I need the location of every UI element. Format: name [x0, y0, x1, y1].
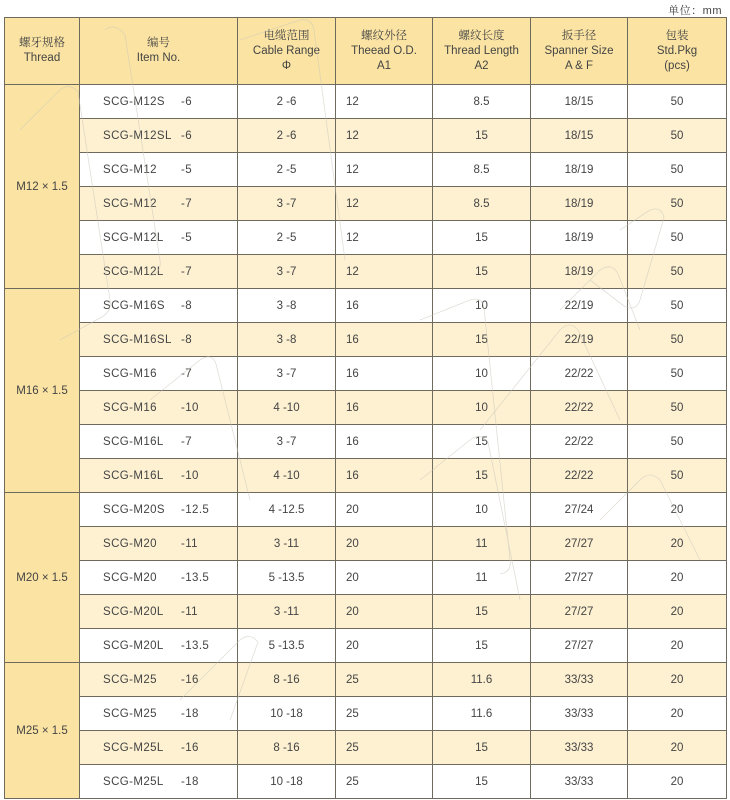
item-code: SCG-M20: [103, 537, 157, 550]
thread-length-cell: 15: [433, 459, 531, 493]
thread-spec-cell: M25 × 1.5: [5, 663, 80, 799]
spanner-size-cell: 18/19: [531, 187, 628, 221]
item-code: SCG-M20L: [103, 605, 164, 618]
spanner-size-cell: 22/22: [531, 425, 628, 459]
std-pkg-cell: 50: [628, 289, 727, 323]
thread-length-cell: 8.5: [433, 153, 531, 187]
spanner-size-cell: 18/19: [531, 255, 628, 289]
spanner-size-cell: 27/27: [531, 595, 628, 629]
item-code: SCG-M20: [103, 571, 157, 584]
table-row: [5, 663, 727, 697]
item-code: SCG-M12L: [103, 265, 164, 278]
item-no-cell: [80, 697, 238, 731]
header-thread-length: 螺纹长度 Thread Length A2: [433, 18, 531, 85]
table-row: [5, 153, 727, 187]
thread-length-cell: 8.5: [433, 85, 531, 119]
thread-length-cell: 15: [433, 323, 531, 357]
spanner-size-cell: 22/19: [531, 289, 628, 323]
table-row: [5, 119, 727, 153]
header-row: [5, 18, 727, 85]
cable-range-cell: 4 -10: [238, 391, 336, 425]
item-no-cell: [80, 187, 238, 221]
cable-range-cell: 3 -7: [238, 187, 336, 221]
item-no-cell: [80, 765, 238, 799]
item-no-cell: [80, 289, 238, 323]
table-row: [5, 85, 727, 119]
item-suffix: -5: [181, 163, 193, 176]
cable-range-cell: 10 -18: [238, 697, 336, 731]
thread-spec-cell: M16 × 1.5: [5, 289, 80, 493]
item-code: SCG-M12S: [103, 95, 165, 108]
item-code: SCG-M12L: [103, 231, 164, 244]
std-pkg-cell: 50: [628, 187, 727, 221]
item-code: SCG-M25L: [103, 775, 164, 788]
thread-length-cell: 11.6: [433, 697, 531, 731]
item-no-cell: [80, 85, 238, 119]
table-row: [5, 595, 727, 629]
item-code: SCG-M12: [103, 197, 157, 210]
item-suffix: -12.5: [181, 503, 210, 516]
table-row: [5, 323, 727, 357]
std-pkg-cell: 20: [628, 527, 727, 561]
spanner-size-cell: 22/22: [531, 357, 628, 391]
thread-od-cell: 12: [336, 255, 433, 289]
std-pkg-cell: 50: [628, 391, 727, 425]
table-row: [5, 731, 727, 765]
std-pkg-cell: 20: [628, 663, 727, 697]
item-suffix: -11: [181, 605, 198, 618]
item-no-cell: [80, 425, 238, 459]
std-pkg-cell: 50: [628, 85, 727, 119]
spanner-size-cell: 33/33: [531, 697, 628, 731]
spanner-size-cell: 18/19: [531, 221, 628, 255]
item-no-cell: [80, 493, 238, 527]
std-pkg-cell: 50: [628, 119, 727, 153]
item-suffix: -8: [181, 333, 193, 346]
cable-range-cell: 5 -13.5: [238, 561, 336, 595]
thread-od-cell: 12: [336, 187, 433, 221]
thread-length-cell: 11: [433, 561, 531, 595]
item-suffix: -6: [181, 95, 193, 108]
thread-od-cell: 20: [336, 595, 433, 629]
thread-od-cell: 12: [336, 85, 433, 119]
item-no-cell: [80, 527, 238, 561]
thread-length-cell: 10: [433, 493, 531, 527]
std-pkg-cell: 20: [628, 731, 727, 765]
item-suffix: -5: [181, 231, 193, 244]
std-pkg-cell: 50: [628, 153, 727, 187]
header-thread: 螺牙规格 Thread: [5, 18, 80, 85]
cable-range-cell: 3 -7: [238, 357, 336, 391]
table-row: [5, 187, 727, 221]
table-row: [5, 357, 727, 391]
spanner-size-cell: 18/15: [531, 85, 628, 119]
cable-range-cell: 3 -8: [238, 289, 336, 323]
table-row: [5, 459, 727, 493]
table-row: [5, 493, 727, 527]
item-suffix: -7: [181, 435, 193, 448]
thread-od-cell: 16: [336, 391, 433, 425]
item-no-cell: [80, 255, 238, 289]
item-no-cell: [80, 357, 238, 391]
header-thread-od: 螺纹外径 Theead O.D. A1: [336, 18, 433, 85]
spanner-size-cell: 33/33: [531, 663, 628, 697]
cable-range-cell: 4 -10: [238, 459, 336, 493]
item-code: SCG-M16S: [103, 299, 165, 312]
thread-length-cell: 10: [433, 391, 531, 425]
spanner-size-cell: 22/22: [531, 459, 628, 493]
spanner-size-cell: 18/19: [531, 153, 628, 187]
thread-length-cell: 15: [433, 731, 531, 765]
item-no-cell: [80, 663, 238, 697]
item-code: SCG-M16: [103, 401, 157, 414]
header-std-pkg: 包装 Std.Pkg (pcs): [628, 18, 727, 85]
thread-od-cell: 12: [336, 221, 433, 255]
cable-range-cell: 3 -11: [238, 527, 336, 561]
std-pkg-cell: 50: [628, 323, 727, 357]
spanner-size-cell: 27/24: [531, 493, 628, 527]
spanner-size-cell: 22/22: [531, 391, 628, 425]
item-suffix: -13.5: [181, 639, 210, 652]
thread-od-cell: 20: [336, 527, 433, 561]
unit-label: 单位：mm: [668, 5, 722, 17]
thread-od-cell: 20: [336, 629, 433, 663]
table-row: [5, 697, 727, 731]
table-row: [5, 765, 727, 799]
thread-length-cell: 8.5: [433, 187, 531, 221]
std-pkg-cell: 20: [628, 493, 727, 527]
item-code: SCG-M25: [103, 673, 157, 686]
cable-range-cell: 3 -7: [238, 255, 336, 289]
item-no-cell: [80, 323, 238, 357]
item-suffix: -16: [181, 673, 199, 686]
std-pkg-cell: 20: [628, 595, 727, 629]
cable-range-cell: 4 -12.5: [238, 493, 336, 527]
thread-od-cell: 20: [336, 493, 433, 527]
header-spanner-size: 扳手径 Spanner Size A & F: [531, 18, 628, 85]
thread-length-cell: 10: [433, 289, 531, 323]
spanner-size-cell: 22/19: [531, 323, 628, 357]
cable-range-cell: 5 -13.5: [238, 629, 336, 663]
item-no-cell: [80, 153, 238, 187]
cable-range-cell: 10 -18: [238, 765, 336, 799]
thread-length-cell: 11.6: [433, 663, 531, 697]
thread-od-cell: 20: [336, 561, 433, 595]
item-suffix: -10: [181, 469, 199, 482]
item-suffix: -13.5: [181, 571, 210, 584]
spanner-size-cell: 18/15: [531, 119, 628, 153]
cable-range-cell: 2 -6: [238, 85, 336, 119]
thread-length-cell: 15: [433, 765, 531, 799]
item-no-cell: [80, 561, 238, 595]
item-code: SCG-M16: [103, 367, 157, 380]
thread-od-cell: 16: [336, 459, 433, 493]
item-suffix: -16: [181, 741, 199, 754]
item-suffix: -6: [181, 129, 193, 142]
spanner-size-cell: 27/27: [531, 561, 628, 595]
thread-od-cell: 25: [336, 731, 433, 765]
item-suffix: -7: [181, 197, 193, 210]
item-no-cell: [80, 391, 238, 425]
table-row: [5, 221, 727, 255]
table-body: [5, 85, 727, 799]
item-suffix: -7: [181, 367, 193, 380]
item-code: SCG-M16L: [103, 469, 164, 482]
thread-length-cell: 11: [433, 527, 531, 561]
item-code: SCG-M16L: [103, 435, 164, 448]
thread-od-cell: 16: [336, 323, 433, 357]
table-row: [5, 629, 727, 663]
item-code: SCG-M25: [103, 707, 157, 720]
std-pkg-cell: 50: [628, 357, 727, 391]
spanner-size-cell: 27/27: [531, 629, 628, 663]
thread-od-cell: 25: [336, 663, 433, 697]
cable-range-cell: 3 -11: [238, 595, 336, 629]
item-code: SCG-M12: [103, 163, 157, 176]
item-suffix: -8: [181, 299, 193, 312]
thread-length-cell: 15: [433, 119, 531, 153]
thread-length-cell: 10: [433, 357, 531, 391]
thread-length-cell: 15: [433, 255, 531, 289]
cable-range-cell: 3 -8: [238, 323, 336, 357]
item-suffix: -10: [181, 401, 199, 414]
table-row: [5, 527, 727, 561]
item-code: SCG-M25L: [103, 741, 164, 754]
thread-od-cell: 16: [336, 289, 433, 323]
spec-table: [4, 17, 727, 799]
cable-range-cell: 3 -7: [238, 425, 336, 459]
thread-length-cell: 15: [433, 221, 531, 255]
thread-spec-cell: M20 × 1.5: [5, 493, 80, 663]
std-pkg-cell: 20: [628, 561, 727, 595]
cable-range-cell: 8 -16: [238, 731, 336, 765]
cable-range-cell: 2 -5: [238, 153, 336, 187]
thread-od-cell: 16: [336, 357, 433, 391]
table-row: [5, 255, 727, 289]
table-row: [5, 391, 727, 425]
item-suffix: -18: [181, 775, 199, 788]
cable-range-cell: 8 -16: [238, 663, 336, 697]
spanner-size-cell: 33/33: [531, 765, 628, 799]
item-code: SCG-M16SL: [103, 333, 172, 346]
cable-range-cell: 2 -6: [238, 119, 336, 153]
thread-length-cell: 15: [433, 595, 531, 629]
item-no-cell: [80, 119, 238, 153]
item-code: SCG-M20L: [103, 639, 164, 652]
std-pkg-cell: 20: [628, 629, 727, 663]
thread-od-cell: 12: [336, 119, 433, 153]
thread-length-cell: 15: [433, 629, 531, 663]
item-no-cell: [80, 459, 238, 493]
item-no-cell: [80, 629, 238, 663]
item-no-cell: [80, 221, 238, 255]
header-item-no: 编号 Item No.: [80, 18, 238, 85]
thread-od-cell: 12: [336, 153, 433, 187]
thread-od-cell: 16: [336, 425, 433, 459]
header-cable-range: 电缆范围 Cable Range Φ: [238, 18, 336, 85]
item-no-cell: [80, 731, 238, 765]
item-code: SCG-M20S: [103, 503, 165, 516]
item-suffix: -7: [181, 265, 193, 278]
std-pkg-cell: 20: [628, 765, 727, 799]
spanner-size-cell: 33/33: [531, 731, 628, 765]
spanner-size-cell: 27/27: [531, 527, 628, 561]
item-suffix: -11: [181, 537, 198, 550]
thread-od-cell: 25: [336, 765, 433, 799]
item-no-cell: [80, 595, 238, 629]
item-suffix: -18: [181, 707, 199, 720]
table-row: [5, 561, 727, 595]
std-pkg-cell: 20: [628, 697, 727, 731]
std-pkg-cell: 50: [628, 255, 727, 289]
table-row: [5, 289, 727, 323]
thread-length-cell: 15: [433, 425, 531, 459]
cable-range-cell: 2 -5: [238, 221, 336, 255]
thread-spec-cell: M12 × 1.5: [5, 85, 80, 289]
std-pkg-cell: 50: [628, 459, 727, 493]
item-code: SCG-M12SL: [103, 129, 172, 142]
std-pkg-cell: 50: [628, 221, 727, 255]
table-row: [5, 425, 727, 459]
thread-od-cell: 25: [336, 697, 433, 731]
std-pkg-cell: 50: [628, 425, 727, 459]
